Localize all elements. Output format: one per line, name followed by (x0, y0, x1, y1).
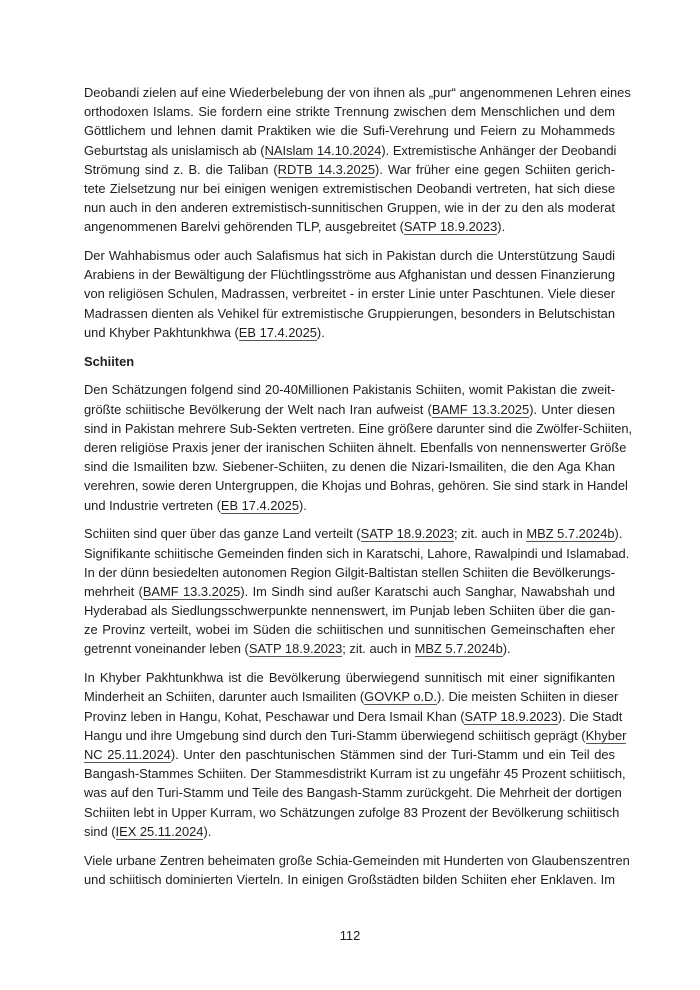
text-segment: Madrassen dienten als Vehikel für extremistische Gruppierungen, besonders in Belutschistan (84, 305, 615, 321)
text-segment: Den Schätzungen folgend sind 20-40Millionen Pakistanis Schiiten, womit Pakistan die zweit- (84, 382, 615, 398)
text-line (84, 141, 615, 160)
text-segment: und schiitisch dominierten Vierteln. In einigen Großstädten bilden Schiiten eher Enklaven. Im (84, 871, 615, 887)
text-segment: ze Provinz verteilt, wobei im Süden die schiitischen und sunnitischen Gemeinschaften eher (84, 622, 615, 638)
text-segment: tete Zielsetzung nur bei einigen wenigen extremistischen Deobandi vertreten, hat sich diese (84, 180, 615, 196)
text-line (84, 870, 615, 889)
text-segment: Hyderabad als Siedlungsschwerpunkte nennenswert, im Punjab leben Schiiten über die gan- (84, 603, 615, 619)
source-reference-link[interactable]: BAMF 13.3.2025 (431, 401, 530, 417)
source-reference-link[interactable]: MBZ 5.7.2024b (526, 526, 615, 542)
text-segment: Signifikante schiitische Gemeinden finden sich in Karatschi, Lahore, Rawalpindi und Islamabad. (84, 545, 630, 561)
text-line (84, 544, 630, 563)
text-line (84, 380, 615, 399)
text-line (84, 563, 615, 582)
text-segment: Schiiten sind quer über das ganze Land verteilt ( (84, 526, 361, 542)
text-segment: mehrheit ( (84, 583, 143, 599)
text-segment: sind ( (84, 823, 116, 839)
text-line (84, 265, 615, 284)
text-segment: verehren, sowie deren Untergruppen, die Khojas und Bohras, gehören. Sie sind stark in Handel (84, 478, 628, 494)
text-segment: angenommenen Barelvi gehörenden TLP, ausgebreitet ( (84, 219, 404, 235)
text-line (84, 687, 619, 706)
text-segment: ). (497, 219, 506, 235)
text-line (84, 524, 623, 543)
text-segment: sind die Ismailiten bzw. Siebener-Schiiten, zu denen die Nizari-Ismailiten, die den Aga Khan (84, 459, 615, 475)
text-segment: und Industrie vertreten ( (84, 497, 221, 513)
text-line (84, 284, 615, 303)
source-reference-link[interactable]: SATP 18.9.2023 (248, 641, 343, 657)
text-line (84, 496, 615, 515)
source-reference-link[interactable]: BAMF 13.3.2025 (142, 583, 241, 599)
text-segment: Minderheit an Schiiten, darunter auch Ismailiten ( (84, 689, 365, 705)
text-line (84, 783, 622, 802)
text-line (84, 217, 615, 236)
text-line (84, 160, 615, 179)
source-reference-link[interactable]: Khyber (585, 727, 627, 743)
text-line (84, 419, 633, 438)
text-segment: Schiiten lebt in Upper Kurram, wo Schätzungen zufolge 83 Prozent der Bevölkerung schiitisch (84, 804, 620, 820)
text-line (84, 726, 627, 745)
source-reference-link[interactable]: SATP 18.9.2023 (464, 708, 558, 724)
text-segment: Strömung sind z. B. die Taliban ( (84, 161, 278, 177)
text-line (84, 668, 615, 687)
text-segment: In der dünn besiedelten autonomen Region Gilgit-Baltistan stellen Schiiten die Bevölkerungs- (84, 564, 615, 580)
text-segment: ). Extremistische Anhänger der Deobandi (381, 142, 617, 158)
text-segment: Arabiens in der Bewältigung der Flüchtlingsströme aus Afghanistan und dessen Finanzierung (84, 267, 615, 283)
paragraph (84, 246, 615, 342)
text-segment: ). Die Stadt (557, 708, 623, 724)
text-line (84, 582, 615, 601)
text-segment: was auf den Turi-Stamm und Teile des Bangash-Stamm zurückgeht. Die Mehrheit der dortigen (84, 785, 622, 801)
text-line (84, 400, 615, 419)
text-segment: ). Im Sindh sind außer Karatschi auch Sanghar, Nawabshah und (240, 583, 615, 599)
source-reference-link[interactable]: SATP 18.9.2023 (403, 219, 498, 235)
document-body (84, 83, 633, 898)
text-segment: nun auch in den anderen extremistisch-sunnitischen Gruppen, wie in der zu den als moderat (84, 200, 615, 216)
text-segment: Provinz leben in Hangu, Kohat, Peschawar und Dera Ismail Khan ( (84, 708, 465, 724)
paragraph (84, 668, 627, 841)
source-reference-link[interactable]: MBZ 5.7.2024b (414, 641, 503, 657)
text-line (84, 198, 615, 217)
text-segment: sind in Pakistan mehrere Sub-Sekten vertreten. Eine größere darunter sind die Zwölfer-Schiiten, (84, 420, 633, 436)
text-line (84, 745, 615, 764)
text-segment: ; zit. auch in (342, 641, 415, 657)
section-heading: Schiiten (84, 353, 135, 369)
text-segment: Geburtstag als unislamisch ab ( (84, 142, 265, 158)
text-line (84, 179, 615, 198)
text-segment: von religiösen Schulen, Madrassen, verbreitet - in erster Linie unter Paschtunen. Viele dieser (84, 286, 615, 302)
text-segment: ). (316, 324, 325, 340)
text-segment: In Khyber Pakhtunkhwa ist die Bevölkerung überwiegend sunnitisch mit einer signifikanten (84, 670, 615, 686)
page-number: 112 (339, 928, 361, 943)
text-segment: Hangu und ihre Umgebung sind durch den Turi-Stamm überwiegend schiitisch geprägt ( (84, 727, 586, 743)
paragraph (84, 851, 630, 889)
text-segment: ; zit. auch in (454, 526, 527, 542)
text-segment: Deobandi zielen auf eine Wiederbelebung der von ihnen als „pur“ angenommenen Lehren eines (84, 85, 631, 100)
text-segment: ). Die meisten Schiiten in dieser (437, 689, 619, 705)
text-line (84, 803, 620, 822)
source-reference-link[interactable]: EB 17.4.2025 (220, 497, 299, 513)
text-line (84, 102, 615, 121)
source-reference-link[interactable]: SATP 18.9.2023 (360, 526, 455, 542)
text-line (84, 764, 626, 783)
text-line (84, 457, 615, 476)
source-reference-link[interactable]: RDTB 14.3.2025 (277, 161, 376, 177)
text-line (84, 121, 615, 140)
text-segment: getrennt voneinander leben ( (84, 641, 249, 657)
source-reference-link[interactable]: NC 25.11.2024 (84, 746, 171, 762)
text-segment: ). Unter den paschtunischen Stämmen sind der Turi-Stamm und ein Teil des (170, 746, 615, 762)
text-segment: ). War früher eine gegen Schiiten gerich- (375, 161, 615, 177)
text-segment: und Khyber Pakhtunkhwa ( (84, 324, 239, 340)
source-reference-link[interactable]: GOVKP o.D. (364, 689, 438, 705)
text-line (84, 304, 615, 323)
text-line (84, 822, 615, 841)
text-line (84, 639, 615, 658)
paragraph (84, 524, 630, 658)
text-segment: Viele urbane Zentren beheimaten große Schia-Gemeinden mit Hunderten von Glaubenszentren (84, 852, 630, 868)
text-line (84, 620, 615, 639)
text-line (84, 707, 623, 726)
text-line (84, 323, 615, 342)
text-segment: Göttlichem und lehnen damit Praktiken wie die Sufi-Verehrung und Feiern zu Mohammeds (84, 123, 615, 139)
text-segment: ). (298, 497, 307, 513)
text-segment: ). (502, 641, 511, 657)
paragraph (84, 83, 631, 237)
text-line (84, 851, 630, 870)
source-reference-link[interactable]: EB 17.4.2025 (238, 324, 317, 340)
text-segment: größte schiitische Bevölkerung der Welt nach Iran aufweist ( (84, 401, 432, 417)
text-segment: orthodoxen Islams. Sie fordern eine strikte Trennung zwischen dem Menschlichen und dem (84, 104, 615, 120)
paragraph (84, 380, 633, 514)
text-segment: ). (614, 526, 623, 542)
text-segment: Bangash-Stammes Schiiten. Der Stammesdistrikt Kurram ist zu ungefähr 45 Prozent schiitisch, (84, 766, 626, 782)
source-reference-link[interactable]: NAIslam 14.10.2024 (264, 142, 382, 158)
text-line (84, 83, 631, 102)
source-reference-link[interactable]: IEX 25.11.2024 (115, 823, 204, 839)
text-line (84, 438, 627, 457)
text-segment: Der Wahhabismus oder auch Salafismus hat sich in Pakistan durch die Unterstützung Saudi (84, 248, 615, 264)
text-line (84, 246, 615, 265)
text-segment: ). Unter diesen (529, 401, 615, 417)
text-segment: deren religiöse Praxis jener der iranischen Schiiten ähnelt. Ebenfalls von nennenswerter Größe (84, 439, 627, 455)
text-segment: ). (203, 823, 212, 839)
text-line (84, 601, 615, 620)
text-line (84, 476, 628, 495)
